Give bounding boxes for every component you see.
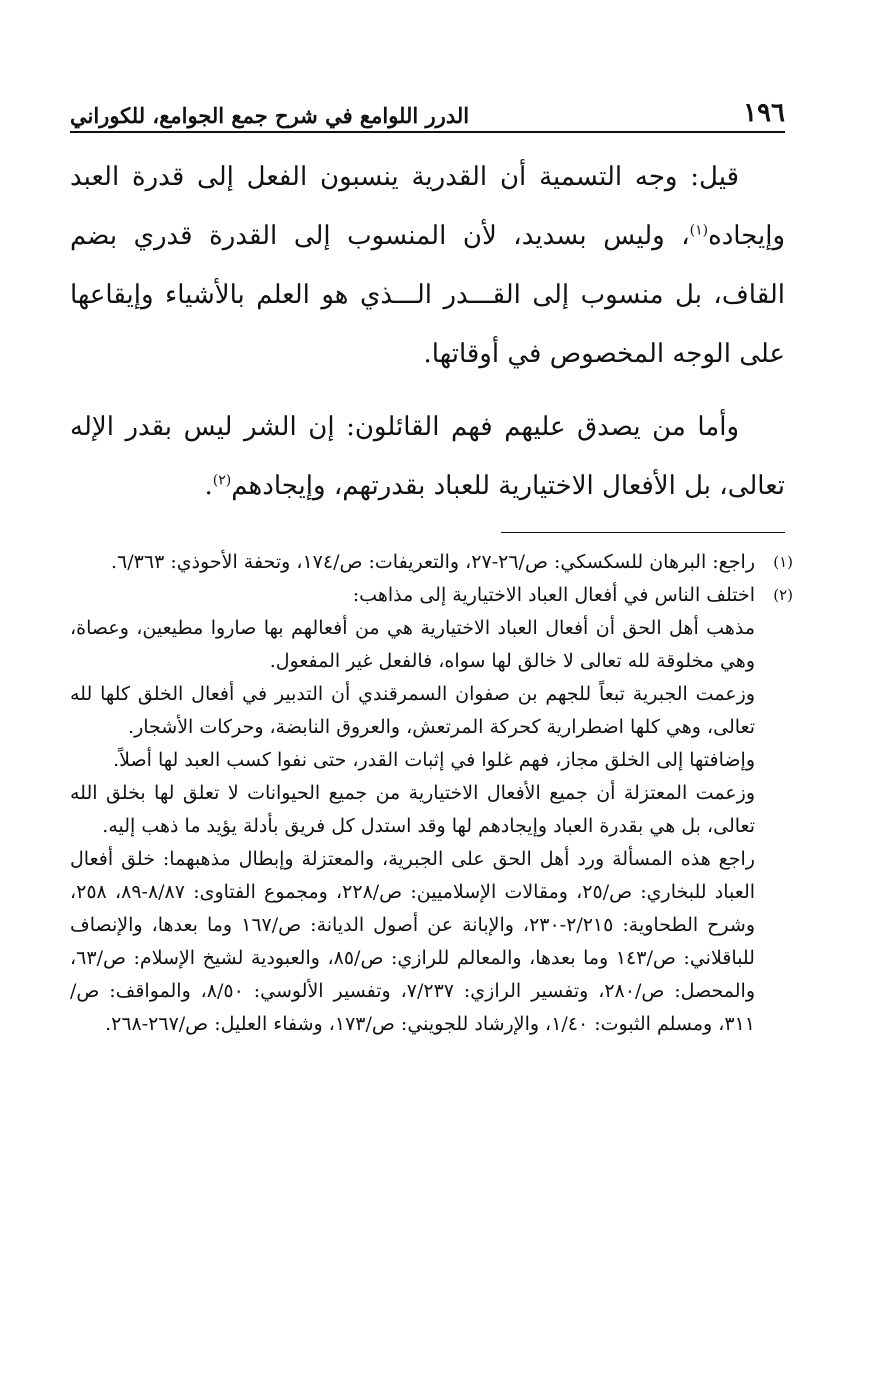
para1-text-b: ، وليس بسديد، لأن المنسوب إلى القدرة قدري بضم القاف، بل منسوب إلى القـــدر الـــذي هو العلم بالأشياء وإيقاعها على الوجه المخصوص في أوقاتها. [70,221,785,369]
footnote-2-paragraph-3: وإضافتها إلى الخلق مجاز، فهم غلوا في إثبات القدر، حتى نفوا كسب العبد لها أصلاً. [113,749,755,771]
footnote-2-marker: (٢) [773,586,793,604]
main-paragraph-2 [70,398,785,516]
footnote-separator [501,532,785,533]
footnote-2-intro-text: اختلف الناس في أفعال العباد الاختيارية إلى مذاهب: [352,584,755,606]
para2-text-b: . [204,471,213,501]
footnote-2-intro [70,579,793,612]
para2-text-a: وأما من يصدق عليهم فهم القائلون: إن الشر ليس بقدر الإله تعالى، بل الأفعال الاختيارية للعباد بقدرتهم، وإيجادهم [70,412,785,501]
footnote-1-marker: (١) [773,553,793,571]
footnote-reference-1: (١) [689,222,709,239]
footnote-reference-2: (٢) [212,472,232,489]
running-title: الدرر اللوامع في شرح جمع الجوامع، للكوراني [70,103,470,128]
footnote-2-paragraph-5: راجع هذه المسألة ورد أهل الحق على الجبرية، والمعتزلة وإبطال مذهبهما: خلق أفعال العباد للبخاري: ص/٢٥، ومقالات الإسلاميين: ص/٢٢٨، ومجموع الفتاوى: ٨/٨٧-٨٩، ٢٥٨، وشرح الطحاوية: ٢/٢١٥-٢٣٠، والإبانة عن أصول الديانة: ص/١٦٧ وما بعدها، والإنصاف للباقلاني: ص/١٤٣ وما بعدها، والمعالم للرازي: ص/٨٥، والعبودية لشيخ الإسلام: ص/٦٣، والمحصل: ص/٢٨٠، وتفسير الرازي: ٧/٢٣٧، وتفسير الألوسي: ٨/٥٠، والمواقف: ص/٣١١، ومسلم الثبوت: ١/٤٠، والإرشاد للجويني: ص/١٧٣، وشفاء العليل: ص/٢٦٧-٢٦٨. [70,848,756,1035]
page-number: ١٩٦ [743,98,785,128]
footnote-2-paragraph-1: مذهب أهل الحق أن أفعال العباد الاختيارية هي من أفعالهم بها صاروا مطيعين، وعصاة، وهي مخلوقة لله تعالى لا خالق لها سواه، فالفعل غير المفعول. [70,617,755,672]
main-text [70,148,785,530]
footnote-2-paragraph-4: وزعمت المعتزلة أن جميع الأفعال الاختيارية من جميع الحيوانات لا تعلق لها بخلق الله تعالى، بل هي بقدرة العباد وإيجادهم لها وقد استدل كل فريق بأدلة يؤيد ما ذهب إليه. [70,782,755,837]
footnote-1-text: راجع: البرهان للسكسكي: ص/٢٦-٢٧، والتعريفات: ص/١٧٤، وتحفة الأحوذي: ٦/٣٦٣. [111,551,755,573]
footnote-2-paragraph-2: وزعمت الجبرية تبعاً للجهم بن صفوان السمرقندي أن التدبير في أفعال الخلق كلها لله تعالى، وهي كلها اضطرارية كحركة المرتعش، والعروق النابضة، وحركات الأشجار. [70,683,755,738]
running-header [70,88,785,128]
footnotes [70,546,793,1041]
footnote-1 [70,546,793,579]
para1-text-a: قيل: وجه التسمية أن القدرية ينسبون الفعل إلى قدرة العبد وإيجاده [70,162,785,251]
main-paragraph-1 [70,148,785,384]
header-rule [70,131,785,133]
